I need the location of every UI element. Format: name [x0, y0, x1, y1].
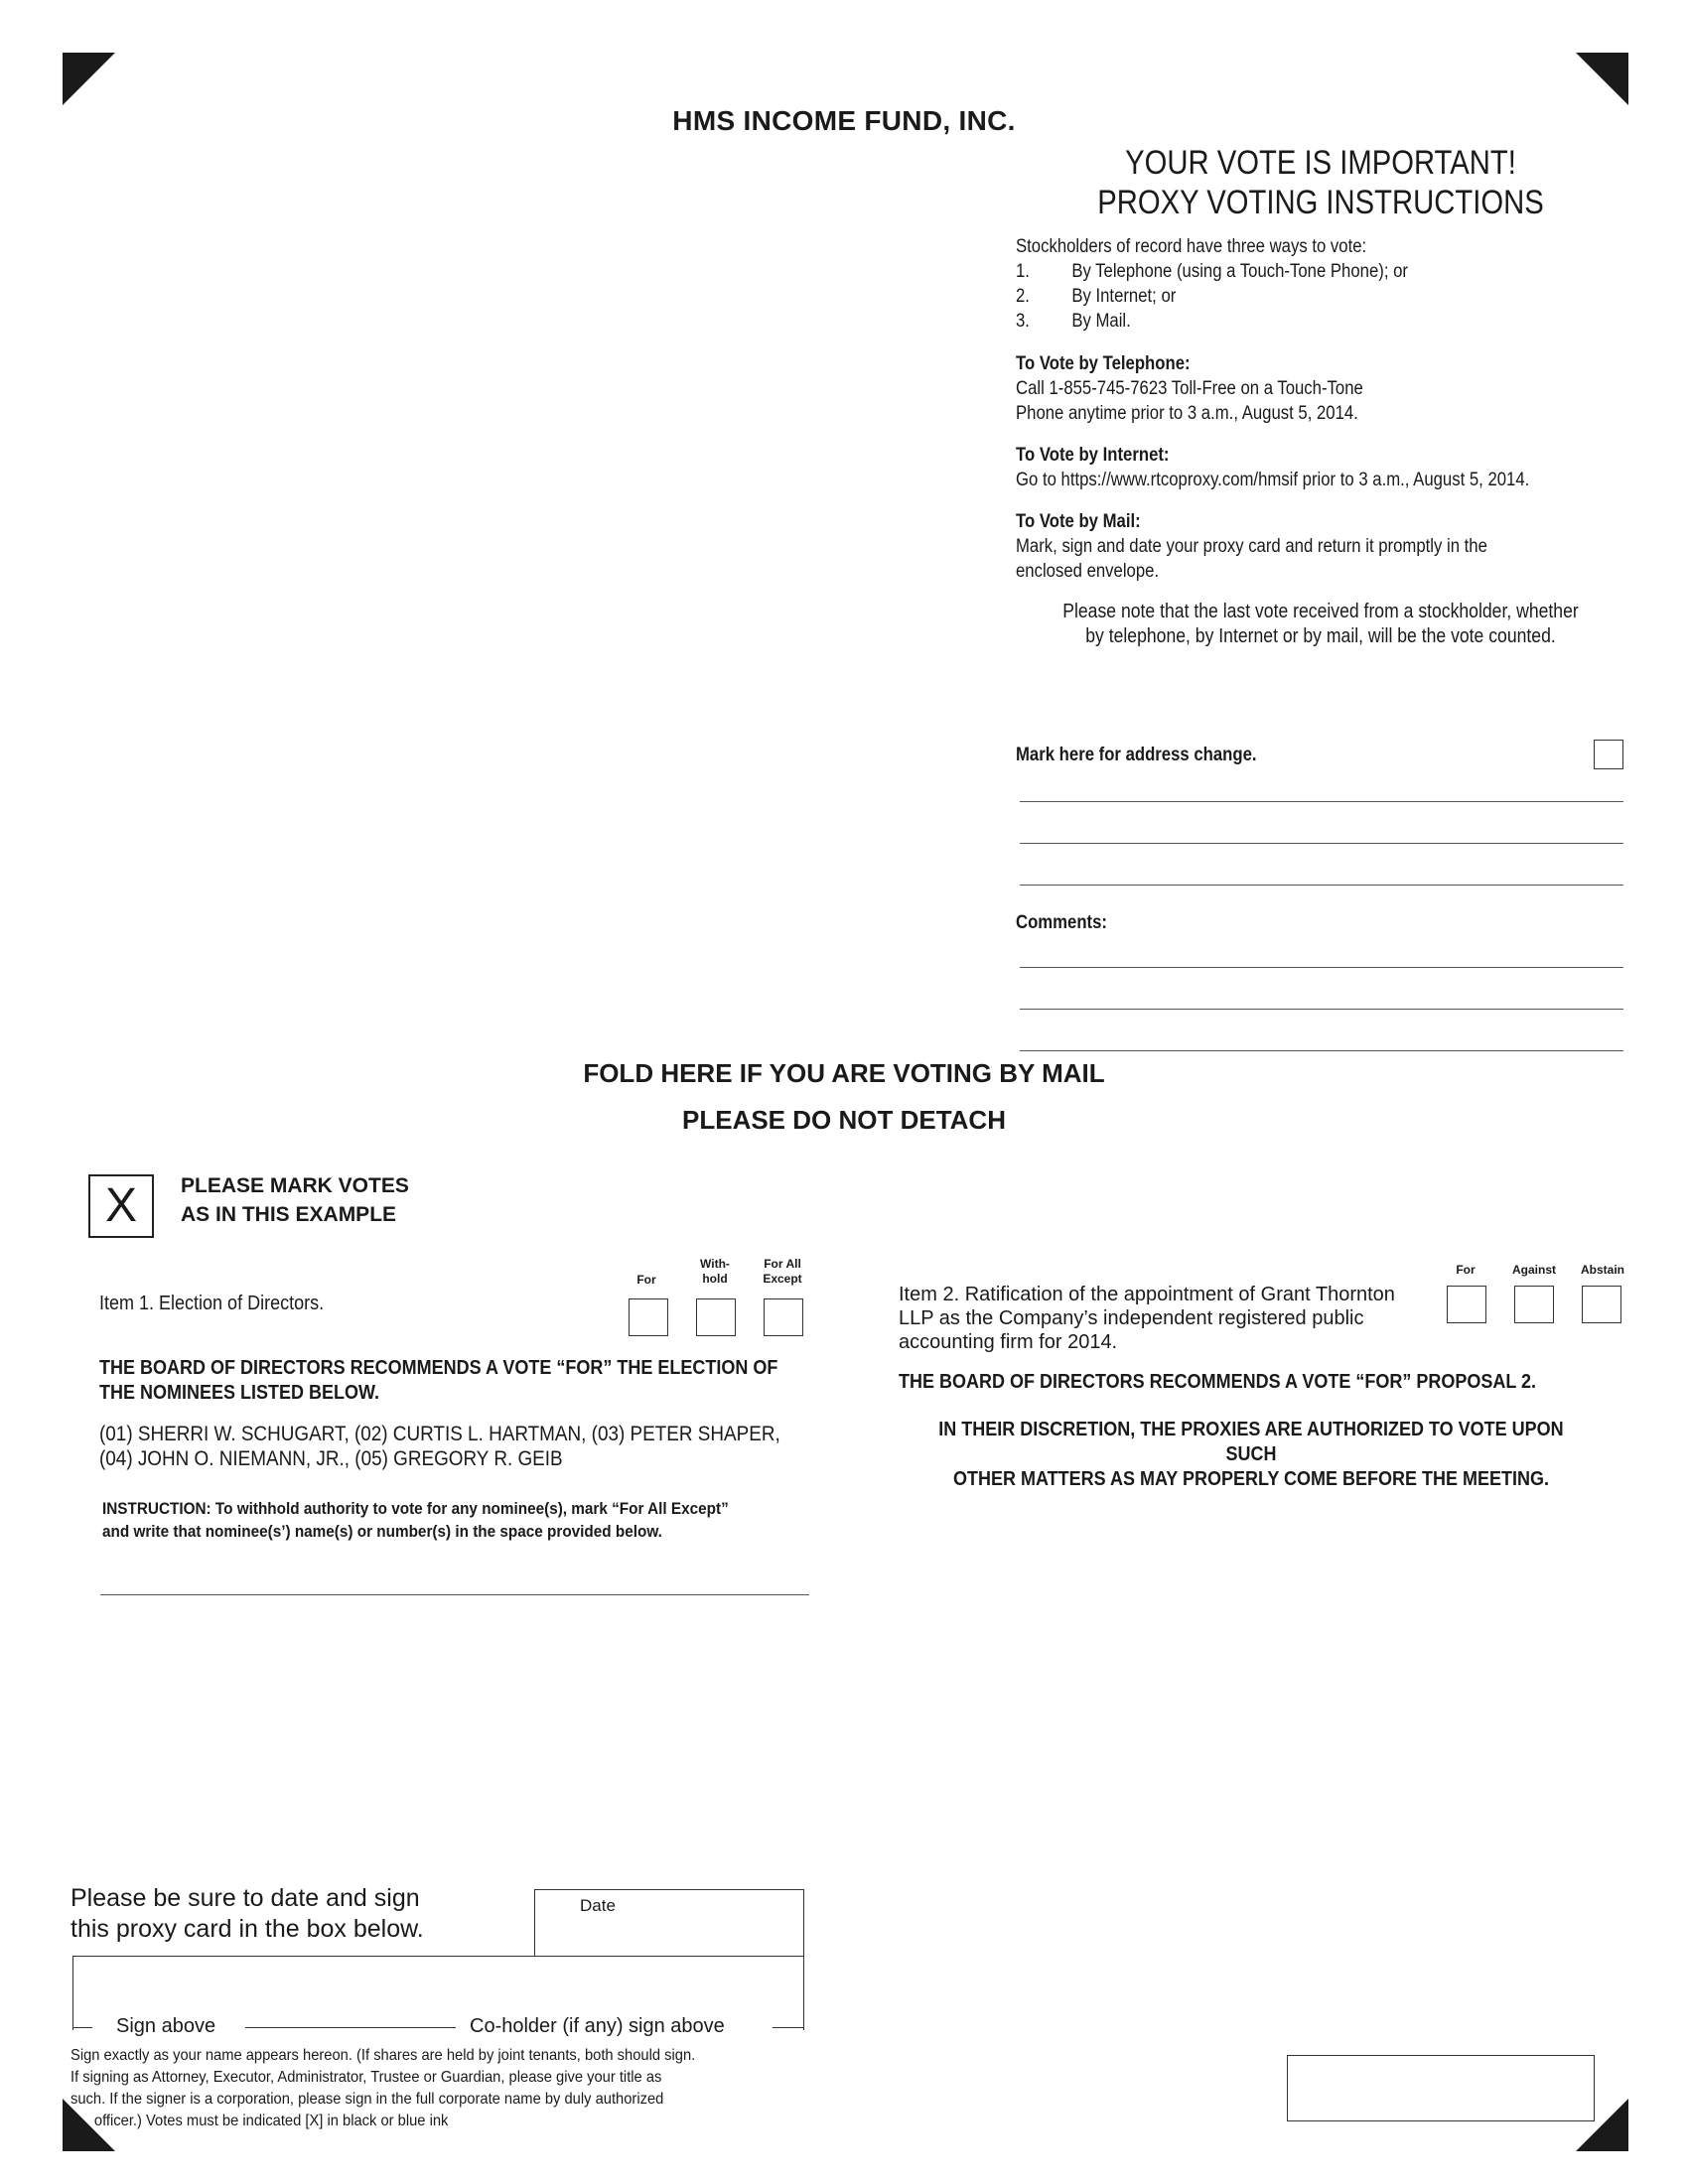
way-text: By Internet; or [1071, 286, 1177, 307]
signing-note-line-2: If signing as Attorney, Executor, Administrator, Trustee or Guardian, please give your title as [70, 2069, 662, 2086]
signing-note-line-4: officer.) Votes must be indicated [X] in black or blue ink [93, 2113, 449, 2129]
telephone-line-2: Phone anytime prior to 3 a.m., August 5, 2014. [1016, 403, 1358, 424]
header-line-1: YOUR VOTE IS IMPORTANT! [1125, 144, 1516, 182]
sig-line-left [72, 2027, 92, 2028]
sig-line-middle [245, 2027, 456, 2028]
sig-line-right [773, 2027, 804, 2028]
discretion-notice [874, 1418, 1628, 1492]
mark-example-line-1: PLEASE MARK VOTES [181, 1174, 409, 1197]
item-1-withhold-box[interactable] [696, 1298, 736, 1336]
date-label: Date [580, 1896, 616, 1915]
item-2-for-box[interactable] [1447, 1286, 1486, 1323]
mark-example-line-2: AS IN THIS EXAMPLE [181, 1203, 397, 1226]
signature-instruction [70, 1883, 424, 1945]
item-2-label [899, 1283, 1430, 1354]
item-1-label [99, 1292, 349, 1315]
way-number: 2. [1016, 286, 1030, 307]
telephone-section [1016, 351, 1631, 426]
comments-label: Comments: [1016, 912, 1107, 933]
discretion-line-1: IN THEIR DISCRETION, THE PROXIES ARE AUTHORIZED TO VOTE UPON SUCH [938, 1419, 1564, 1465]
signing-note [70, 2045, 805, 2132]
address-change-checkbox[interactable] [1594, 740, 1623, 769]
do-not-detach: PLEASE DO NOT DETACH [682, 1105, 1006, 1135]
registration-mark-top-right [1576, 53, 1628, 105]
way-text: By Mail. [1071, 311, 1131, 332]
telephone-line-1: Call 1-855-745-7623 Toll-Free on a Touch-Tone [1016, 378, 1363, 399]
address-line-3[interactable] [1020, 885, 1623, 886]
item-2-col-abstain: Abstain [1580, 1263, 1624, 1277]
item-1-col-withhold: With- hold [700, 1257, 730, 1286]
comment-line-1[interactable] [1020, 967, 1623, 968]
registration-mark-top-left [63, 53, 115, 105]
telephone-heading: To Vote by Telephone: [1016, 353, 1191, 374]
sig-line-corner [803, 2015, 804, 2028]
item-1-col-for: For [636, 1273, 656, 1287]
item-1-recommendation-line-1: THE BOARD OF DIRECTORS RECOMMENDS A VOTE “FOR” THE ELECTION OF [99, 1357, 778, 1379]
withhold-instruction [102, 1497, 798, 1543]
item-1-col-for-all-except: For All Except [763, 1257, 802, 1286]
nominee-exception-line[interactable] [100, 1594, 809, 1595]
internet-line-1: Go to https://www.rtcoproxy.com/hmsif prior to 3 a.m., August 5, 2014. [1016, 470, 1530, 490]
item-2-col-against: Against [1511, 1263, 1556, 1277]
mail-section [1016, 509, 1631, 584]
item-2-col-for: For [1456, 1263, 1476, 1277]
example-x-box: X [88, 1174, 154, 1238]
item-1-for-all-except-box[interactable] [764, 1298, 803, 1336]
coholder-label: Co-holder (if any) sign above [470, 2015, 725, 2037]
address-change-label: Mark here for address change. [1016, 745, 1257, 765]
mark-example-label [181, 1171, 409, 1229]
item-1-recommendation-line-2: THE NOMINEES LISTED BELOW. [99, 1382, 380, 1404]
address-change-row [1016, 743, 1631, 767]
control-number-box [1287, 2055, 1595, 2121]
nominees-line-1: (01) SHERRI W. SCHUGART, (02) CURTIS L. HARTMAN, (03) PETER SHAPER, [99, 1423, 780, 1445]
mail-line-2: enclosed envelope. [1016, 561, 1160, 582]
item-2-line-2: LLP as the Company’s independent registered public [899, 1307, 1364, 1329]
nominees-line-2: (04) JOHN O. NIEMANN, JR., (05) GREGORY R. GEIB [99, 1447, 563, 1470]
discretion-line-2: OTHER MATTERS AS MAY PROPERLY COME BEFORE THE MEETING. [952, 1468, 1550, 1490]
proxy-header [1003, 143, 1638, 222]
instructions-intro: Stockholders of record have three ways to vote: [1016, 236, 1367, 257]
item-2-against-box[interactable] [1514, 1286, 1554, 1323]
way-number: 3. [1016, 311, 1030, 332]
sign-above-label: Sign above [116, 2015, 216, 2037]
vote-note-line-1: Please note that the last vote received from a stockholder, whether [1062, 601, 1579, 622]
item-2-abstain-box[interactable] [1582, 1286, 1621, 1323]
signature-title-line-1: Please be sure to date and sign [70, 1884, 420, 1912]
item-2-line-1: Item 2. Ratification of the appointment of Grant Thornton [899, 1284, 1395, 1305]
signing-note-line-3: such. If the signer is a corporation, please sign in the full corporate name by duly authorized [70, 2091, 664, 2108]
item-1-for-box[interactable] [629, 1298, 668, 1336]
header-line-2: PROXY VOTING INSTRUCTIONS [1097, 184, 1544, 221]
company-name: HMS INCOME FUND, INC. [672, 105, 1016, 136]
item-2-recommendation [899, 1370, 1607, 1395]
comment-line-3[interactable] [1020, 1050, 1623, 1051]
way-number: 1. [1016, 261, 1030, 282]
fold-instruction: FOLD HERE IF YOU ARE VOTING BY MAIL [583, 1058, 1105, 1088]
internet-section [1016, 443, 1631, 492]
mail-line-1: Mark, sign and date your proxy card and return it promptly in the [1016, 536, 1487, 557]
comments-row [1016, 910, 1631, 935]
instruction-line-2: and write that nominee(s’) name(s) or number(s) in the space provided below. [102, 1522, 662, 1541]
instruction-line-1: INSTRUCTION: To withhold authority to vote for any nominee(s), mark “For All Except” [102, 1499, 729, 1518]
vote-note-line-2: by telephone, by Internet or by mail, will be the vote counted. [1085, 625, 1556, 647]
item-1-text: Item 1. Election of Directors. [99, 1293, 325, 1314]
voting-instructions [1016, 234, 1631, 334]
vote-note [1003, 600, 1638, 649]
signing-note-line-1: Sign exactly as your name appears hereon. (If shares are held by joint tenants, both should sign. [70, 2047, 696, 2064]
item-2-line-3: accounting firm for 2014. [899, 1331, 1118, 1353]
comment-line-2[interactable] [1020, 1009, 1623, 1010]
address-line-1[interactable] [1020, 801, 1623, 802]
nominee-list [99, 1422, 856, 1471]
item-2-recommendation-text: THE BOARD OF DIRECTORS RECOMMENDS A VOTE “FOR” PROPOSAL 2. [899, 1371, 1537, 1393]
address-line-2[interactable] [1020, 843, 1623, 844]
mail-heading: To Vote by Mail: [1016, 511, 1141, 532]
date-box[interactable] [534, 1889, 804, 1957]
way-text: By Telephone (using a Touch-Tone Phone); or [1071, 261, 1408, 282]
signature-title-line-2: this proxy card in the box below. [70, 1915, 424, 1943]
item-1-recommendation [99, 1356, 853, 1406]
internet-heading: To Vote by Internet: [1016, 445, 1170, 466]
